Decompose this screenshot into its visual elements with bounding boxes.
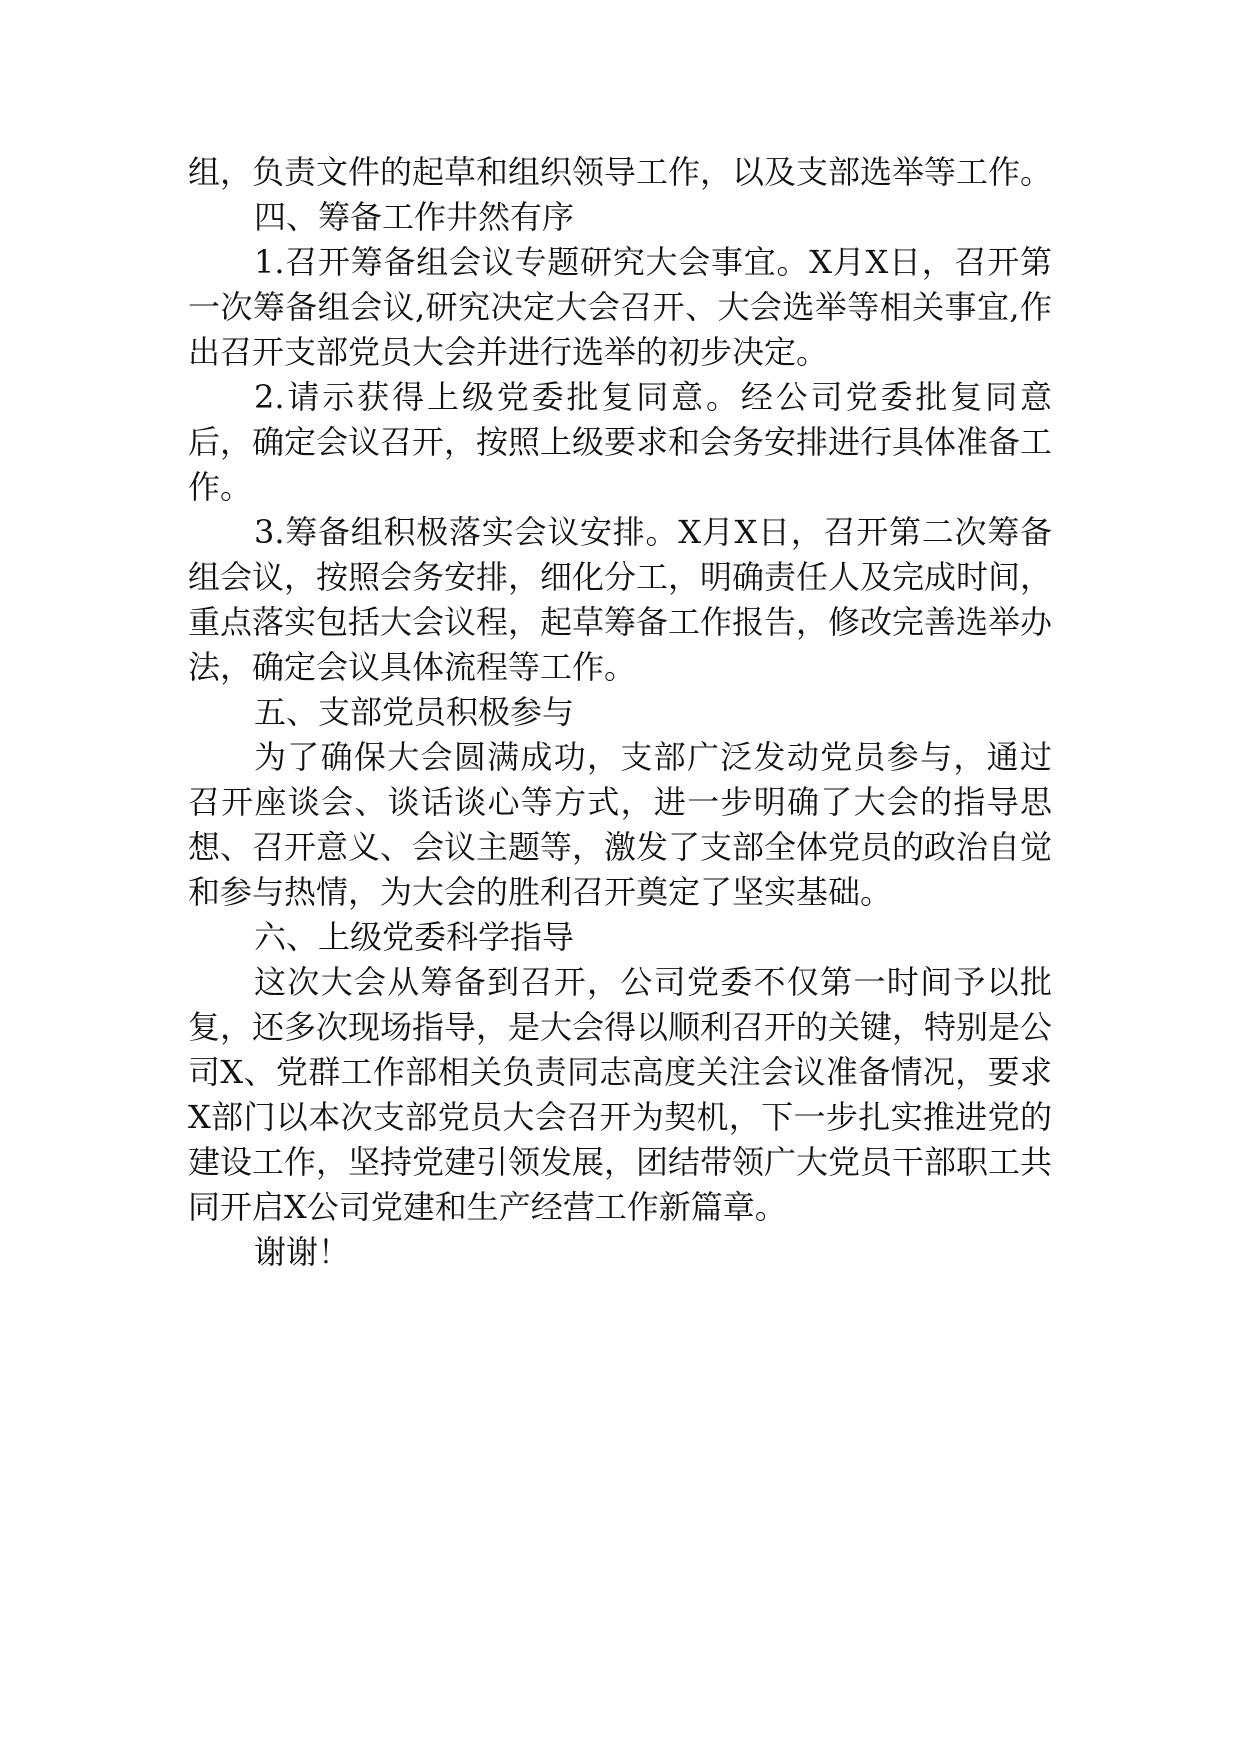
section-heading-4: 四、筹备工作井然有序 — [254, 198, 575, 236]
paragraph-item-1: 1.召开筹备组会议专题研究大会事宜。X月X日，召开第一次筹备组会议,研究决定大会召开、大会选举等相关事宜,作出召开支部党员大会并进行选举的初步决定。 — [188, 243, 1052, 371]
paragraph-item-3: 3.筹备组积极落实会议安排。X月X日，召开第二次筹备组会议，按照会务安排，细化分工，明确责任人及完成时间，重点落实包括大会议程，起草筹备工作报告，修改完善选举办法，确定会议具体流程等工作。 — [188, 513, 1053, 686]
paragraph-section-6: 这次大会从筹备到召开，公司党委不仅第一时间予以批复，还多次现场指导，是大会得以顺利召开的关键，特别是公司X、党群工作部相关负责同志高度关注会议准备情况，要求X部门以本次支部党员大会召开为契机，下一步扎实推进党的建设工作，坚持党建引领发展，团结带领广大党员干部职工共同开启X公司党建和生产经营工作新篇章。 — [188, 963, 1053, 1226]
paragraph-continuation: 组，负责文件的起草和组织领导工作，以及支部选举等工作。 — [188, 153, 1053, 191]
paragraph-section-5: 为了确保大会圆满成功，支部广泛发动党员参与，通过召开座谈会、谈话谈心等方式，进一步明确了大会的指导思想、召开意义、会议主题等，激发了支部全体党员的政治自觉和参与热情，为大会的胜利召开奠定了坚实基础。 — [188, 738, 1053, 911]
closing-thanks: 谢谢！ — [254, 1233, 351, 1271]
section-heading-6: 六、上级党委科学指导 — [254, 918, 575, 956]
document-page — [188, 150, 1052, 1275]
section-heading-5: 五、支部党员积极参与 — [254, 693, 575, 731]
paragraph-item-2: 2.请示获得上级党委批复同意。经公司党委批复同意后，确定会议召开，按照上级要求和会务安排进行具体准备工作。 — [188, 378, 1053, 506]
